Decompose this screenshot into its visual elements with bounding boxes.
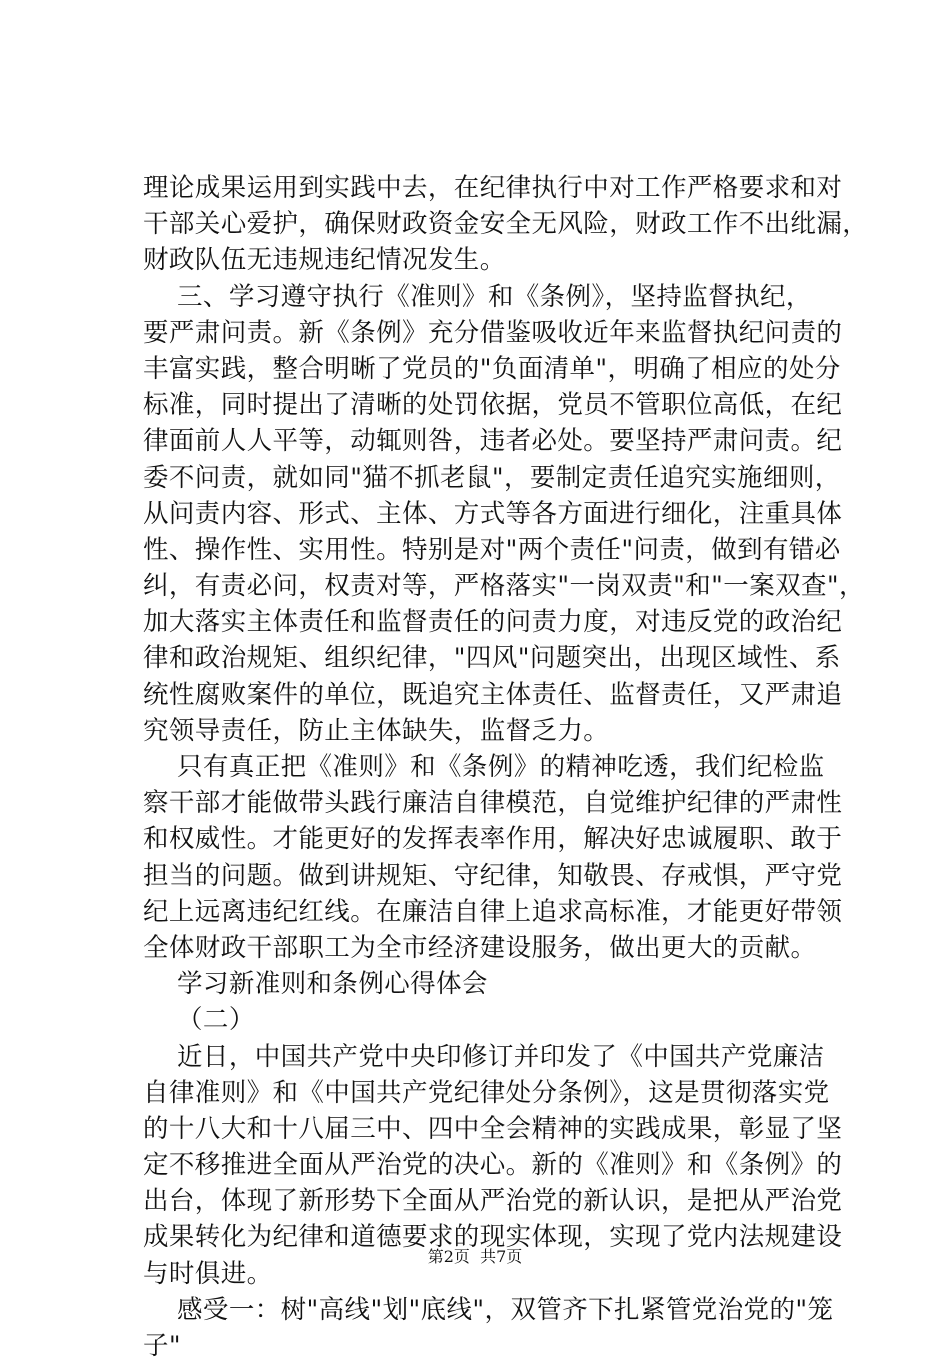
- text-line: 察干部才能做带头践行廉洁自律模范，自觉维护纪律的严肃性: [143, 788, 843, 819]
- text-line: 子": [143, 1331, 182, 1361]
- text-line: 纠，有责必问，权责对等，严格落实"一岗双责"和"一案双查"，: [143, 571, 865, 602]
- text-line: 干部关心爱护，确保财政资金安全无风险，财政工作不出纰漏，: [143, 209, 869, 240]
- text-line: 三、学习遵守执行《准则》和《条例》，坚持监督执纪，: [143, 281, 812, 312]
- text-line: 出台，体现了新形势下全面从严治党的新认识，是把从严治党: [143, 1186, 843, 1217]
- text-line: 成果转化为纪律和道德要求的现实体现，实现了党内法规建设: [143, 1222, 843, 1253]
- document-body: [143, 170, 869, 1364]
- text-line: 从问责内容、形式、主体、方式等各方面进行细化，注重具体: [143, 498, 843, 529]
- text-line: 担当的问题。做到讲规矩、守纪律，知敬畏、存戒惧，严守党: [143, 860, 843, 891]
- text-line: 统性腐败案件的单位，既追究主体责任、监督责任，又严肃追: [143, 679, 843, 710]
- page-footer: [0, 1244, 950, 1267]
- text-line: 标准，同时提出了清晰的处罚依据，党员不管职位高低，在纪: [143, 390, 843, 421]
- text-line: 的十八大和十八届三中、四中全会精神的实践成果，彰显了坚: [143, 1113, 843, 1144]
- text-line: 律面前人人平等，动辄则咎，违者必处。要坚持严肃问责。纪: [143, 426, 843, 457]
- text-line: 丰富实践，整合明晰了党员的"负面清单"，明确了相应的处分: [143, 353, 841, 384]
- text-line: 纪上远离违纪红线。在廉洁自律上追求高标准，才能更好带领: [143, 896, 843, 927]
- text-line: 律和政治规矩、组织纪律，"四风"问题突出，出现区域性、系: [143, 643, 841, 674]
- text-line: 性、操作性、实用性。特别是对"两个责任"问责，做到有错必: [143, 534, 841, 565]
- text-line: 加大落实主体责任和监督责任的问责力度，对违反党的政治纪: [143, 607, 843, 638]
- text-line: 感受一：树"高线"划"底线"，双管齐下扎紧管党治党的"笼: [143, 1294, 834, 1325]
- text-line: 只有真正把《准则》和《条例》的精神吃透，我们纪检监: [143, 752, 825, 782]
- text-line: 要严肃问责。新《条例》充分借鉴吸收近年来监督执纪问责的: [143, 317, 843, 348]
- text-line: 和权威性。才能更好的发挥表率作用，解决好忠诚履职、敢于: [143, 824, 843, 855]
- text-line: 近日，中国共产党中央印修订并印发了《中国共产党廉洁: [143, 1041, 825, 1072]
- text-line: 学习新准则和条例心得体会: [143, 969, 488, 1000]
- page-number-label: 第2页 共7页: [427, 1247, 523, 1266]
- text-line: 与时俱进。: [143, 1258, 273, 1289]
- text-line: 委不问责，就如同"猫不抓老鼠"，要制定责任追究实施细则，: [143, 462, 841, 493]
- text-line: 究领导责任，防止主体缺失，监督乏力。: [143, 715, 610, 746]
- text-line: 自律准则》和《中国共产党纪律处分条例》，这是贯彻落实党: [143, 1077, 830, 1108]
- text-line: 全体财政干部职工为全市经济建设服务，做出更大的贡献。: [143, 932, 817, 963]
- text-line: 定不移推进全面从严治党的决心。新的《准则》和《条例》的: [143, 1150, 843, 1181]
- text-line: （二）: [143, 1005, 255, 1036]
- text-line: 财政队伍无违规违纪情况发生。: [143, 245, 506, 276]
- text-line: 理论成果运用到实践中去，在纪律执行中对工作严格要求和对: [143, 173, 843, 203]
